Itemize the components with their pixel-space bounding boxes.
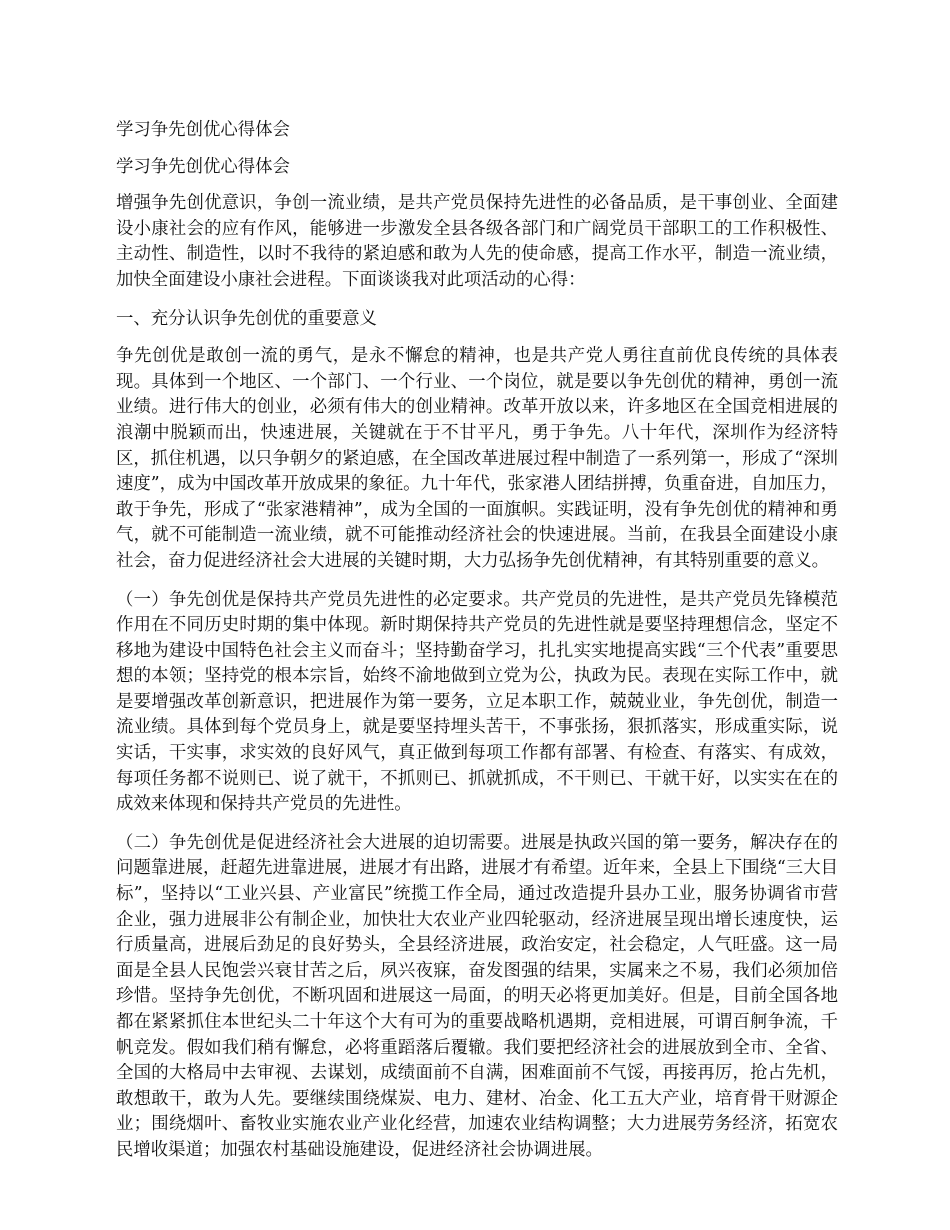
body-paragraph-sub-1: （一）争先创优是保持共产党员先进性的必定要求。共产党员的先进性，是共产党员先锋模范作用在不同历史时期的集中体现。新时期保持共产党员的先进性就是要坚持理想信念，坚定不移地为建设中国特色社会主义而奋斗；坚持勤奋学习，扎扎实实地提高实践“三个代表”重要思想的本领；坚持党的根本宗旨，始终不渝地做到立党为公，执政为民。表现在实际工作中，就是要增强改革创新意识，把进展作为第一要务，立足本职工作，兢兢业业，争先创优，制造一流业绩。具体到每个党员身上，就是要坚持埋头苦干，不事张扬，狠抓落实，形成重实际，说实话，干实事，求实效的良好风气，真正做到每项工作都有部署、有检查、有落实、有成效，每项任务都不说则已、说了就干，不抓则已、抓就抓成，不干则已、干就干好，以实实在在的成效来体现和保持共产党员的先进性。 bbox=[116, 589, 838, 815]
body-paragraph-sub-2: （二）争先创优是促进经济社会大进展的迫切需要。进展是执政兴国的第一要务，解决存在的问题靠进展，赶超先进靠进展，进展才有出路，进展才有希望。近年来，全县上下围绕“三大目标”，坚持以“工业兴县、产业富民”统揽工作全局，通过改造提升县办工业，服务协调省市营企业，强力进展非公有制企业，加快壮大农业产业四轮驱动，经济进展呈现出增长速度快，运行质量高，进展后劲足的良好势头，全县经济进展，政治安定，社会稳定，人气旺盛。这一局面是全县人民饱尝兴衰甘苦之后，夙兴夜寐，奋发图强的结果，实属来之不易，我们必须加倍珍惜。坚持争先创优，不断巩固和进展这一局面，的明天必将更加美好。但是，目前全国各地都在紧紧抓住本世纪头二十年这个大有可为的重要战略机遇期，竞相进展，可谓百舸争流，千帆竞发。假如我们稍有懈怠，必将重蹈落后覆辙。我们要把经济社会的进展放到全市、全省、全国的大格局中去审视、去谋划，成绩面前不自满，困难面前不气馁，再接再厉，抢占先机，敢想敢干，敢为人先。要继续围绕煤炭、电力、建材、冶金、化工五大产业，培育骨干财源企业；围绕烟叶、畜牧业实施农业产业化经营，加速农业结构调整；大力进展劳务经济，拓宽农民增收渠道；加强农村基础设施建设，促进经济社会协调进展。 bbox=[116, 832, 838, 1160]
body-paragraph-significance: 争先创优是敢创一流的勇气，是永不懈怠的精神，也是共产党人勇往直前优良传统的具体表现。具体到一个地区、一个部门、一个行业、一个岗位，就是要以争先创优的精神，勇创一流业绩。进行伟大的创业，必须有伟大的创业精神。改革开放以来，许多地区在全国竞相进展的浪潮中脱颖而出，快速进展，关键就在于不甘平凡，勇于争先。八十年代，深圳作为经济特区，抓住机遇，以只争朝夕的紧迫感，在全国改革进展过程中制造了一系列第一，形成了“深圳速度”，成为中国改革开放成果的象征。九十年代，张家港人团结拼搏，负重奋进，自加压力，敢于争先，形成了“张家港精神”，成为全国的一面旗帜。实践证明，没有争先创优的精神和勇气，就不可能制造一流业绩，就不可能推动经济社会的快速进展。当前，在我县全面建设小康社会，奋力促进经济社会大进展的关键时期，大力弘扬争先创优精神，有其特别重要的意义。 bbox=[116, 346, 838, 571]
intro-paragraph: 增强争先创优意识，争创一流业绩，是共产党员保持先进性的必备品质，是干事创业、全面建设小康社会的应有作风，能够进一步激发全县各级各部门和广阔党员干部职工的工作积极性、主动性、制造性，以时不我待的紧迫感和敢为人先的使命感，提高工作水平，制造一流业绩，加快全面建设小康社会进程。下面谈谈我对此项活动的心得： bbox=[116, 193, 838, 290]
section-heading-1: 一、充分认识争先创优的重要意义 bbox=[116, 308, 377, 329]
document-page bbox=[116, 118, 838, 1177]
document-title: 学习争先创优心得体会 bbox=[116, 120, 290, 140]
document-subtitle: 学习争先创优心得体会 bbox=[116, 156, 290, 177]
